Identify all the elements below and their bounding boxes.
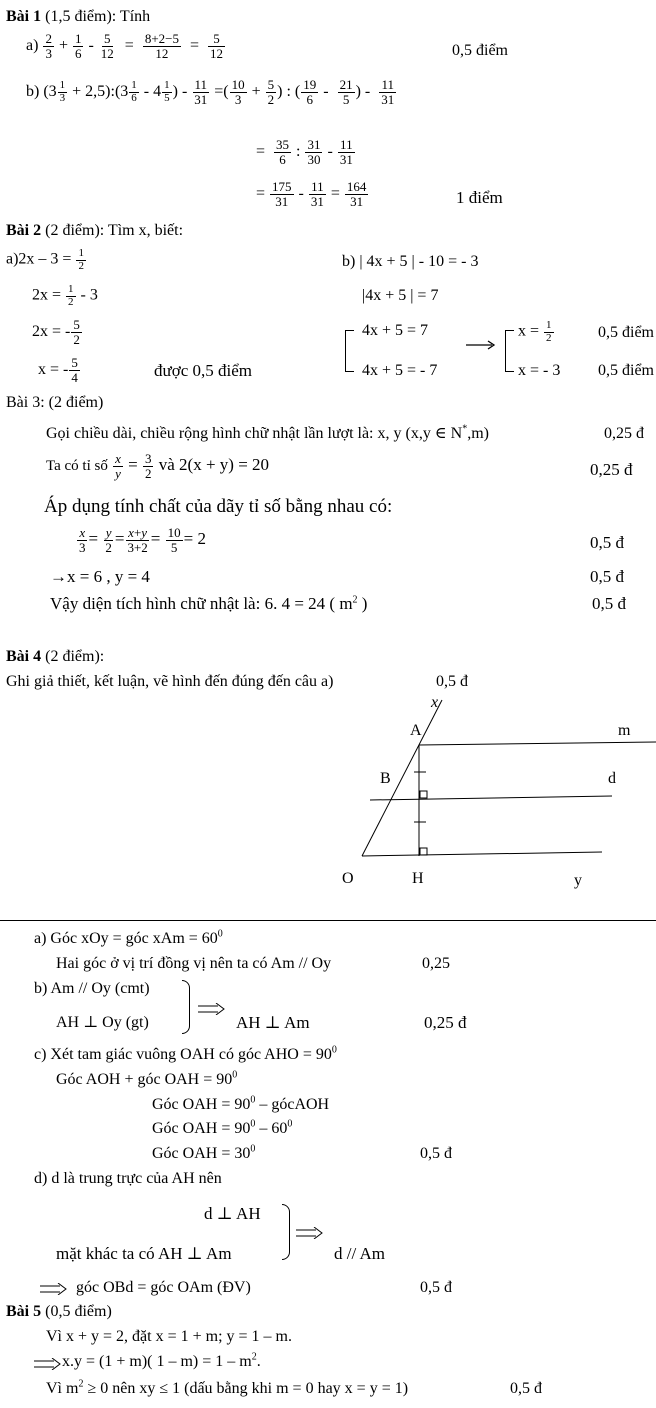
bai2-a-note: được 0,5 điểm <box>154 361 252 380</box>
bai5-line3 <box>46 1380 408 1398</box>
bai4-a-line1 <box>34 930 223 948</box>
fig-label-d: d <box>608 770 616 787</box>
fraction: $\frac{5}{12}$ <box>210 31 224 61</box>
fraction: $\frac{5}{2}$ <box>73 317 80 347</box>
bai5-line3-sup: 2 <box>78 1378 84 1390</box>
bai1-b-label: b) <box>26 82 40 100</box>
bai2-b-score2: 0,5 điểm <box>598 362 654 379</box>
bai3-line4-tail: = 2 <box>183 529 206 549</box>
bai3-line2-score: 0,25 đ <box>590 460 633 479</box>
bai4-b-score: 0,25 đ <box>424 1013 467 1032</box>
bai4-c-line5 <box>152 1145 255 1163</box>
bai2-b-row2: |4x + 5 | = 7 <box>362 287 439 304</box>
bai4-c-line1-text: c) Xét tam giác vuông OAH có góc AHO = 90 <box>34 1046 332 1063</box>
bai4-c-line4 <box>152 1120 292 1138</box>
bai3-line1-score: 0,25 đ <box>604 425 644 442</box>
right-angle-mark <box>420 848 427 855</box>
bai4-a-line2: Hai góc ở vị trí đồng vị nên ta có Am // Oy <box>56 955 332 972</box>
bai4-d-line5: góc OBd = góc OAm (ĐV) <box>76 1279 251 1296</box>
bai4-d-line4: d // Am <box>334 1244 386 1263</box>
bai4-b-line2: AH ⊥ Oy (gt) <box>56 1014 149 1031</box>
brace-right <box>282 1204 290 1260</box>
bai1-b-line: b) (3 $\frac{1}{3}$ + 2,5):(3 $\frac{1}{6}$ - 4 $\frac{1}{5}$ ) - $\frac{11}{31}$ =( $\frac{10}{3}$ + $\frac{5}{2}$ ) : ( $\frac{19}{6}$ - $\frac{21}{5}$ ) - $\frac{11}{31}$ <box>26 77 395 107</box>
fraction: $\frac{1}{2}$ <box>68 283 74 308</box>
degree: 0 <box>331 1044 337 1056</box>
fraction: $\frac{1}{6}$ <box>74 31 82 61</box>
fraction: $\frac{5}{2}$ <box>267 77 275 107</box>
bai3-line2 <box>46 452 269 480</box>
bai2-b-score1: 0,5 điểm <box>598 324 654 341</box>
bai3-line5: →x = 6 , y = 4 <box>50 567 150 586</box>
bai4-a-line1-text: a) Góc xOy = góc xAm = 60 <box>34 930 218 947</box>
fraction: $\frac{11}{31}$ <box>194 77 208 107</box>
fraction: $\frac{x+y}{3+2}$ <box>127 525 148 555</box>
bai2-b-row3: 4x + 5 = 7 <box>362 322 429 339</box>
bai3-line2-tail: và 2(x + y) = 20 <box>158 455 270 475</box>
bai4-a-score: 0,25 <box>422 955 450 972</box>
bai2-a-row3 <box>32 318 83 346</box>
fraction: $\frac{1}{2}$ <box>78 247 84 272</box>
bai2-b-row4: 4x + 5 = - 7 <box>362 362 438 379</box>
fig-label-o: O <box>342 870 354 887</box>
bai2-a-row3-text: 2x = - <box>32 322 71 340</box>
fraction: $\frac{10}{5}$ <box>167 525 181 555</box>
bai4-c-score: 0,5 đ <box>420 1145 452 1162</box>
bai3-line6 <box>50 594 367 614</box>
bai5-score: 0,5 đ <box>510 1380 542 1397</box>
bai3-line1-sup: * <box>462 423 468 435</box>
arrow-right-icon <box>466 338 496 356</box>
bai3-line4-score: 0,5 đ <box>590 533 624 552</box>
bracket-left <box>345 330 354 372</box>
fraction: $\frac{5}{4}$ <box>71 355 78 385</box>
bai2-a-row2 <box>32 284 98 308</box>
bai4-c-line4-text: Góc OAH = 90 <box>152 1120 251 1137</box>
bai1-a-label: a) <box>26 36 39 54</box>
bai1-a-line: a) $\frac{2}{3}$ + $\frac{1}{6}$ - $\frac{5}{12}$ = $\frac{8+2-5}{12}$ = $\frac{5}{12}$ <box>26 31 224 61</box>
bai3-heading: Bài 3: (2 điểm) <box>6 394 104 411</box>
bai3-line5-score: 0,5 đ <box>590 567 624 586</box>
bai1-b-step3: = $\frac{175}{31}$ - $\frac{11}{31}$ = $\frac{164}{31}$ <box>256 179 367 209</box>
bai1-heading: Bài 1 <box>6 8 42 25</box>
fraction: $\frac{19}{6}$ <box>303 77 317 107</box>
bai4-d-line3: mặt khác ta có AH ⊥ Am <box>56 1244 232 1263</box>
bai2-b-row1: b) | 4x + 5 | - 10 = - 3 <box>342 253 479 270</box>
fraction: $\frac{1}{6}$ <box>131 79 137 104</box>
fraction: $\frac{5}{12}$ <box>100 31 114 61</box>
fraction: $\frac{1}{5}$ <box>164 79 170 104</box>
fraction: $\frac{8+2-5}{12}$ <box>144 31 179 61</box>
fig-label-m: m <box>618 722 631 739</box>
bai4-c-line5-text: Góc OAH = 30 <box>152 1145 251 1162</box>
geometry-figure <box>340 690 656 900</box>
degree: 0 <box>250 1143 256 1155</box>
degree: 0 <box>250 1094 256 1106</box>
fraction: $\frac{21}{5}$ <box>339 77 353 107</box>
bai2-a-row2-tail: - 3 <box>80 286 98 304</box>
fraction: $\frac{11}{31}$ <box>381 77 395 107</box>
fraction: $\frac{31}{30}$ <box>307 137 321 167</box>
bai5-heading: Bài 5 <box>6 1303 42 1320</box>
fraction: $\frac{x}{3}$ <box>79 525 86 555</box>
bai5-line2-text: x.y = (1 + m)( 1 – m) = 1 – m <box>62 1353 252 1370</box>
degree: 0 <box>250 1118 256 1130</box>
bai3-line1-text: Gọi chiều dài, chiều rộng hình chữ nhật lần lượt là: x, y (x,y ∈ N <box>46 425 463 442</box>
bai2-heading-line <box>6 222 183 240</box>
bai4-d-line1: d) d là trung trực của AH nên <box>34 1170 222 1187</box>
bai4-c-line3-tail: – gócAOH <box>255 1096 330 1113</box>
bai4-d-line2: d ⊥ AH <box>204 1204 261 1223</box>
bai3-line4: $\frac{x}{3}$ = $\frac{y}{2}$ = $\frac{x+y}{3+2}$ = $\frac{10}{5}$ = 2 <box>79 525 206 555</box>
bai4-c-line1 <box>34 1046 337 1064</box>
bai3-line1 <box>46 425 489 443</box>
right-angle-mark <box>420 791 427 798</box>
fig-label-x: x <box>431 694 439 711</box>
fraction: $\frac{x}{y}$ <box>115 451 121 481</box>
bai3-line2-pre: Ta có tỉ số <box>46 458 108 475</box>
bai5-line2 <box>62 1353 261 1371</box>
bai2-a-row1-text: a)2x – 3 = <box>6 250 72 268</box>
bai2-a-row1 <box>6 248 87 272</box>
bai4-b-line3: AH ⊥ Am <box>236 1013 310 1032</box>
bai4-c-line3-text: Góc OAH = 90 <box>152 1096 251 1113</box>
ray-ox <box>362 700 442 856</box>
fraction: $\frac{1}{3}$ <box>59 79 66 104</box>
bai5-line3-text: ≥ 0 nên xy ≤ 1 (dấu bằng khi m = 0 hay x = y = 1) <box>83 1380 409 1397</box>
bai4-points: (2 điểm): <box>45 648 105 665</box>
fig-label-b: B <box>380 770 391 787</box>
bai2-points: (2 điểm): Tìm x, biết: <box>45 222 184 239</box>
bai2-b-x1-text: x = <box>518 322 540 340</box>
brace-right <box>182 980 190 1034</box>
bai5-line1: Vì x + y = 2, đặt x = 1 + m; y = 1 – m. <box>46 1328 292 1345</box>
fraction: $\frac{y}{2}$ <box>105 525 112 555</box>
bai5-line3-pre: Vì m <box>46 1380 79 1397</box>
fig-label-y: y <box>574 872 582 889</box>
bai1-b-score: 1 điểm <box>456 188 503 207</box>
bai1-a-score: 0,5 điểm <box>452 42 508 59</box>
bai2-a-row2-text: 2x = <box>32 286 62 304</box>
bracket-left <box>505 330 514 372</box>
degree: 0 <box>217 928 223 940</box>
fraction: $\frac{11}{31}$ <box>339 137 353 167</box>
fraction: $\frac{35}{6}$ <box>276 137 290 167</box>
fraction: $\frac{175}{31}$ <box>272 179 292 209</box>
degree: 0 <box>287 1118 293 1130</box>
bai3-line6-sup: 2 <box>352 594 358 606</box>
fraction: $\frac{164}{31}$ <box>346 179 367 209</box>
fraction: $\frac{1}{2}$ <box>546 319 552 344</box>
bai2-a-row4 <box>38 356 81 384</box>
bai3-line6-tail: ) <box>357 594 368 613</box>
bai1-b-step2: = $\frac{35}{6}$ : $\frac{31}{30}$ - $\frac{11}{31}$ <box>256 137 353 167</box>
line-am <box>419 742 656 745</box>
line-d <box>370 796 612 800</box>
divider <box>0 920 656 921</box>
bai2-a-row4-text: x = - <box>38 360 69 378</box>
fig-label-a: A <box>410 722 422 739</box>
bai1-points: (1,5 điểm): Tính <box>45 8 151 25</box>
implies-arrow-icon <box>40 1282 68 1300</box>
bai3-line3: Áp dụng tính chất của dãy tỉ số bằng nhau có: <box>44 496 393 517</box>
bai5-points: (0,5 điểm) <box>45 1303 112 1320</box>
bai4-heading: Bài 4 <box>6 648 42 665</box>
fraction: $\frac{10}{3}$ <box>231 77 245 107</box>
bai4-d-score: 0,5 đ <box>420 1279 452 1296</box>
bai4-c-line4-tail: – 60 <box>255 1120 288 1137</box>
bai4-intro: Ghi giả thiết, kết luận, vẽ hình đến đúng đến câu a) <box>6 673 334 690</box>
fraction: $\frac{11}{31}$ <box>310 179 324 209</box>
bai4-c-line2 <box>56 1071 237 1089</box>
line-oy <box>362 852 602 856</box>
implies-arrow-icon <box>296 1226 324 1244</box>
bai5-line2-tail: . <box>256 1353 261 1370</box>
bai5-line2-sup: 2 <box>251 1351 257 1363</box>
bai1-heading-line <box>6 8 150 26</box>
bai3-line6-score: 0,5 đ <box>592 594 626 613</box>
bai2-b-x1 <box>518 320 555 344</box>
fraction: $\frac{2}{3}$ <box>45 31 52 61</box>
bai4-b-line1: b) Am // Oy (cmt) <box>34 980 150 997</box>
implies-arrow-icon <box>34 1357 62 1375</box>
bai3-line2-mid: = <box>128 455 138 475</box>
bai4-c-line2-text: Góc AOH + góc OAH = 90 <box>56 1071 233 1088</box>
degree: 0 <box>232 1069 238 1081</box>
bai2-heading: Bài 2 <box>6 222 42 239</box>
implies-arrow-icon <box>198 1002 226 1020</box>
fraction: $\frac{3}{2}$ <box>144 451 152 481</box>
bai3-line1-tail: ,m) <box>467 425 490 442</box>
bai2-b-x2: x = - 3 <box>518 362 561 379</box>
bai4-c-line3 <box>152 1096 329 1114</box>
bai5-heading-line <box>6 1303 112 1321</box>
bai4-intro-score: 0,5 đ <box>436 673 468 690</box>
fig-label-h: H <box>412 870 424 887</box>
bai4-heading-line <box>6 648 104 666</box>
bai3-line6-text: Vậy diện tích hình chữ nhật là: 6. 4 = 24 ( m <box>50 594 353 613</box>
